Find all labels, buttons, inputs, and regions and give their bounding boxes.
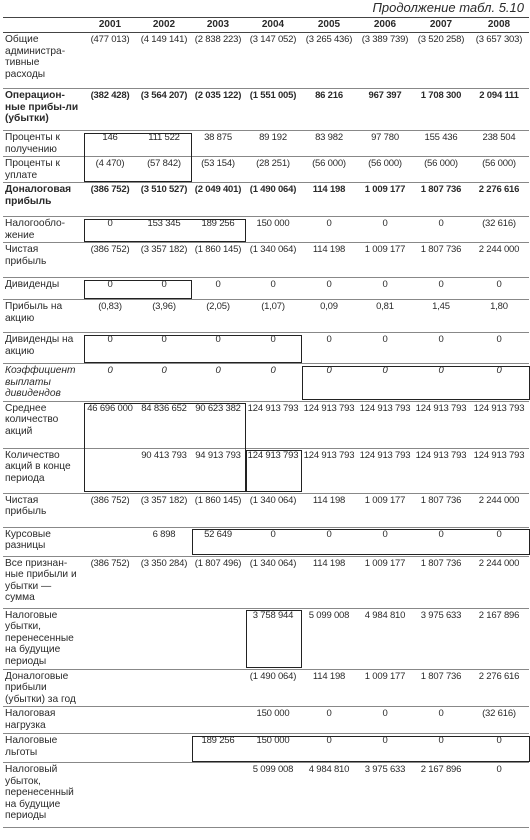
- cell-value: (1 860 145): [191, 243, 245, 278]
- cell-value: [191, 669, 245, 707]
- cell-value: 52 649: [191, 527, 245, 556]
- table-row: [3, 364, 529, 402]
- row-label: Налоговая нагрузка: [3, 707, 83, 734]
- cell-value: 1 009 177: [357, 556, 413, 608]
- cell-value: (1 340 064): [245, 243, 301, 278]
- cell-value: 4 984 810: [357, 608, 413, 669]
- cell-value: 0: [301, 364, 357, 402]
- cell-value: 2 244 000: [469, 556, 529, 608]
- table-caption: Продолжение табл. 5.10: [372, 0, 524, 15]
- cell-value: [191, 608, 245, 669]
- cell-value: (2 838 223): [191, 33, 245, 89]
- table-row: [3, 401, 529, 448]
- cell-value: 0: [413, 364, 469, 402]
- cell-value: 2 167 896: [469, 608, 529, 669]
- cell-value: (28 251): [245, 157, 301, 183]
- cell-value: [83, 707, 137, 734]
- cell-value: 1 708 300: [413, 89, 469, 131]
- cell-value: (386 752): [83, 243, 137, 278]
- cell-value: 189 256: [191, 217, 245, 243]
- cell-value: 0: [357, 734, 413, 763]
- cell-value: 146: [83, 131, 137, 157]
- cell-value: 238 504: [469, 131, 529, 157]
- cell-value: 0: [357, 527, 413, 556]
- cell-value: [191, 763, 245, 828]
- row-label: Налоговые убытки, перенесенные на будущие периоды: [3, 608, 83, 669]
- cell-value: 1 807 736: [413, 243, 469, 278]
- cell-value: (56 000): [301, 157, 357, 183]
- row-label: Дивиденды: [3, 278, 83, 300]
- cell-value: 0: [245, 333, 301, 364]
- cell-value: (1 490 064): [245, 183, 301, 217]
- cell-value: 124 913 793: [301, 448, 357, 493]
- header-year-2003: 2003: [191, 18, 245, 33]
- row-label: Налоговые льготы: [3, 734, 83, 763]
- cell-value: 1 807 736: [413, 183, 469, 217]
- cell-value: (386 752): [83, 556, 137, 608]
- cell-value: 1 807 736: [413, 556, 469, 608]
- cell-value: 0: [83, 333, 137, 364]
- cell-value: 0: [301, 734, 357, 763]
- table-row: [3, 669, 529, 707]
- cell-value: 84 836 652: [137, 401, 191, 448]
- cell-value: 111 522: [137, 131, 191, 157]
- table-row: [3, 707, 529, 734]
- cell-value: (3 564 207): [137, 89, 191, 131]
- cell-value: 2 276 616: [469, 669, 529, 707]
- row-label: Проценты к получению: [3, 131, 83, 157]
- cell-value: (3 147 052): [245, 33, 301, 89]
- table-row: [3, 243, 529, 278]
- cell-value: 0: [83, 364, 137, 402]
- cell-value: 2 244 000: [469, 493, 529, 527]
- cell-value: 0: [413, 278, 469, 300]
- cell-value: 0: [137, 364, 191, 402]
- cell-value: 0: [191, 278, 245, 300]
- row-label: Доналоговые прибыли (убытки) за год: [3, 669, 83, 707]
- cell-value: 0: [191, 364, 245, 402]
- cell-value: [83, 527, 137, 556]
- cell-value: 0: [301, 333, 357, 364]
- cell-value: 46 696 000: [83, 401, 137, 448]
- cell-value: 1 807 736: [413, 669, 469, 707]
- cell-value: 0: [357, 217, 413, 243]
- table-row: [3, 131, 529, 157]
- header-year-2006: 2006: [357, 18, 413, 33]
- cell-value: 0: [83, 278, 137, 300]
- cell-value: 3 758 944: [245, 608, 301, 669]
- cell-value: (56 000): [357, 157, 413, 183]
- cell-value: 90 413 793: [137, 448, 191, 493]
- cell-value: 0: [245, 364, 301, 402]
- cell-value: (1 340 064): [245, 493, 301, 527]
- cell-value: (3 265 436): [301, 33, 357, 89]
- cell-value: (1 551 005): [245, 89, 301, 131]
- table-body: [3, 33, 529, 828]
- financial-table: [3, 17, 529, 828]
- cell-value: 5 099 008: [245, 763, 301, 828]
- cell-value: 2 276 616: [469, 183, 529, 217]
- cell-value: 0: [413, 527, 469, 556]
- cell-value: 0: [137, 333, 191, 364]
- cell-value: (3 657 303): [469, 33, 529, 89]
- cell-value: 0: [357, 364, 413, 402]
- cell-value: 0: [245, 278, 301, 300]
- cell-value: (57 842): [137, 157, 191, 183]
- cell-value: 0: [413, 707, 469, 734]
- cell-value: 2 244 000: [469, 243, 529, 278]
- row-label: Количество акций в конце периода: [3, 448, 83, 493]
- cell-value: (3 357 182): [137, 243, 191, 278]
- cell-value: 97 780: [357, 131, 413, 157]
- cell-value: [83, 734, 137, 763]
- table-row: [3, 300, 529, 333]
- cell-value: 0: [469, 527, 529, 556]
- header-label-cell: [3, 18, 83, 33]
- cell-value: 1 009 177: [357, 183, 413, 217]
- cell-value: 155 436: [413, 131, 469, 157]
- cell-value: 3 975 633: [413, 608, 469, 669]
- cell-value: 0: [83, 217, 137, 243]
- cell-value: 124 913 793: [469, 448, 529, 493]
- table-row: [3, 183, 529, 217]
- cell-value: 150 000: [245, 217, 301, 243]
- table-row: [3, 448, 529, 493]
- cell-value: 150 000: [245, 734, 301, 763]
- table-row: [3, 278, 529, 300]
- cell-value: 1 009 177: [357, 493, 413, 527]
- row-label: Налоговый убыток, перенесенный на будущие периоды: [3, 763, 83, 828]
- cell-value: [83, 669, 137, 707]
- cell-value: 89 192: [245, 131, 301, 157]
- cell-value: 90 623 382: [191, 401, 245, 448]
- cell-value: 114 198: [301, 243, 357, 278]
- cell-value: 124 913 793: [413, 448, 469, 493]
- cell-value: 114 198: [301, 493, 357, 527]
- row-label: Курсовые разницы: [3, 527, 83, 556]
- table-row: [3, 734, 529, 763]
- header-year-2005: 2005: [301, 18, 357, 33]
- cell-value: (1 490 064): [245, 669, 301, 707]
- cell-value: (1 807 496): [191, 556, 245, 608]
- cell-value: (3 520 258): [413, 33, 469, 89]
- cell-value: (32 616): [469, 217, 529, 243]
- cell-value: [137, 707, 191, 734]
- table-row: [3, 217, 529, 243]
- cell-value: (3 389 739): [357, 33, 413, 89]
- table-row: [3, 89, 529, 131]
- cell-value: (56 000): [469, 157, 529, 183]
- cell-value: [137, 608, 191, 669]
- cell-value: (4 470): [83, 157, 137, 183]
- cell-value: 38 875: [191, 131, 245, 157]
- cell-value: (2 035 122): [191, 89, 245, 131]
- cell-value: 1 009 177: [357, 243, 413, 278]
- cell-value: (382 428): [83, 89, 137, 131]
- table-row: [3, 157, 529, 183]
- cell-value: (386 752): [83, 493, 137, 527]
- cell-value: (4 149 141): [137, 33, 191, 89]
- cell-value: [83, 763, 137, 828]
- cell-value: 0: [301, 527, 357, 556]
- row-label: Прибыль на акцию: [3, 300, 83, 333]
- cell-value: (1 340 064): [245, 556, 301, 608]
- row-label: Среднее количество акций: [3, 401, 83, 448]
- table-row: [3, 608, 529, 669]
- cell-value: 124 913 793: [469, 401, 529, 448]
- row-label: Все признан-ные прибыли и убытки — сумма: [3, 556, 83, 608]
- header-year-2002: 2002: [137, 18, 191, 33]
- cell-value: (2 049 401): [191, 183, 245, 217]
- cell-value: [137, 734, 191, 763]
- cell-value: 2 167 896: [413, 763, 469, 828]
- cell-value: 0,81: [357, 300, 413, 333]
- row-label: Чистая прибыль: [3, 493, 83, 527]
- cell-value: 1 009 177: [357, 669, 413, 707]
- cell-value: (56 000): [413, 157, 469, 183]
- cell-value: 0: [357, 278, 413, 300]
- cell-value: 83 982: [301, 131, 357, 157]
- cell-value: (2,05): [191, 300, 245, 333]
- table-row: [3, 493, 529, 527]
- cell-value: 0: [469, 333, 529, 364]
- header-year-2001: 2001: [83, 18, 137, 33]
- row-label: Коэффициент выплаты дивидендов: [3, 364, 83, 402]
- cell-value: 0: [413, 333, 469, 364]
- cell-value: (3,96): [137, 300, 191, 333]
- cell-value: 5 099 008: [301, 608, 357, 669]
- header-year-2007: 2007: [413, 18, 469, 33]
- cell-value: (3 510 527): [137, 183, 191, 217]
- cell-value: 124 913 793: [245, 448, 301, 493]
- cell-value: 3 975 633: [357, 763, 413, 828]
- table-row: [3, 763, 529, 828]
- cell-value: (1,07): [245, 300, 301, 333]
- cell-value: 124 913 793: [357, 401, 413, 448]
- cell-value: [137, 763, 191, 828]
- cell-value: 0,09: [301, 300, 357, 333]
- cell-value: 4 984 810: [301, 763, 357, 828]
- cell-value: 189 256: [191, 734, 245, 763]
- cell-value: 2 094 111: [469, 89, 529, 131]
- header-year-2004: 2004: [245, 18, 301, 33]
- cell-value: 114 198: [301, 556, 357, 608]
- cell-value: 150 000: [245, 707, 301, 734]
- cell-value: 124 913 793: [413, 401, 469, 448]
- cell-value: 0: [469, 364, 529, 402]
- cell-value: 94 913 793: [191, 448, 245, 493]
- cell-value: 0: [413, 734, 469, 763]
- header-row: [3, 18, 529, 33]
- cell-value: (477 013): [83, 33, 137, 89]
- row-label: Операцион-ные прибы-ли (убытки): [3, 89, 83, 131]
- cell-value: 0: [245, 527, 301, 556]
- cell-value: [191, 707, 245, 734]
- cell-value: 0: [357, 707, 413, 734]
- cell-value: 0: [137, 278, 191, 300]
- cell-value: 0: [357, 333, 413, 364]
- row-label: Проценты к уплате: [3, 157, 83, 183]
- cell-value: 0: [191, 333, 245, 364]
- table-row: [3, 333, 529, 364]
- cell-value: (3 350 284): [137, 556, 191, 608]
- cell-value: [83, 448, 137, 493]
- cell-value: 86 216: [301, 89, 357, 131]
- cell-value: 967 397: [357, 89, 413, 131]
- cell-value: 124 913 793: [245, 401, 301, 448]
- cell-value: (1 860 145): [191, 493, 245, 527]
- row-label: Доналоговая прибыль: [3, 183, 83, 217]
- row-label: Налогообло-жение: [3, 217, 83, 243]
- cell-value: 1,80: [469, 300, 529, 333]
- cell-value: 6 898: [137, 527, 191, 556]
- cell-value: 0: [469, 763, 529, 828]
- cell-value: 0: [413, 217, 469, 243]
- cell-value: 0: [301, 278, 357, 300]
- cell-value: 114 198: [301, 183, 357, 217]
- cell-value: (3 357 182): [137, 493, 191, 527]
- row-label: Общие администра-тивные расходы: [3, 33, 83, 89]
- cell-value: (53 154): [191, 157, 245, 183]
- cell-value: [83, 608, 137, 669]
- cell-value: 0: [301, 707, 357, 734]
- cell-value: 124 913 793: [357, 448, 413, 493]
- cell-value: 0: [301, 217, 357, 243]
- cell-value: 153 345: [137, 217, 191, 243]
- cell-value: 124 913 793: [301, 401, 357, 448]
- cell-value: 1,45: [413, 300, 469, 333]
- cell-value: (386 752): [83, 183, 137, 217]
- cell-value: 0: [469, 278, 529, 300]
- table-row: [3, 556, 529, 608]
- cell-value: (0,83): [83, 300, 137, 333]
- table-row: [3, 527, 529, 556]
- row-label: Чистая прибыль: [3, 243, 83, 278]
- row-label: Дивиденды на акцию: [3, 333, 83, 364]
- header-year-2008: 2008: [469, 18, 529, 33]
- cell-value: 114 198: [301, 669, 357, 707]
- cell-value: 1 807 736: [413, 493, 469, 527]
- cell-value: (32 616): [469, 707, 529, 734]
- table-row: [3, 33, 529, 89]
- cell-value: 0: [469, 734, 529, 763]
- cell-value: [137, 669, 191, 707]
